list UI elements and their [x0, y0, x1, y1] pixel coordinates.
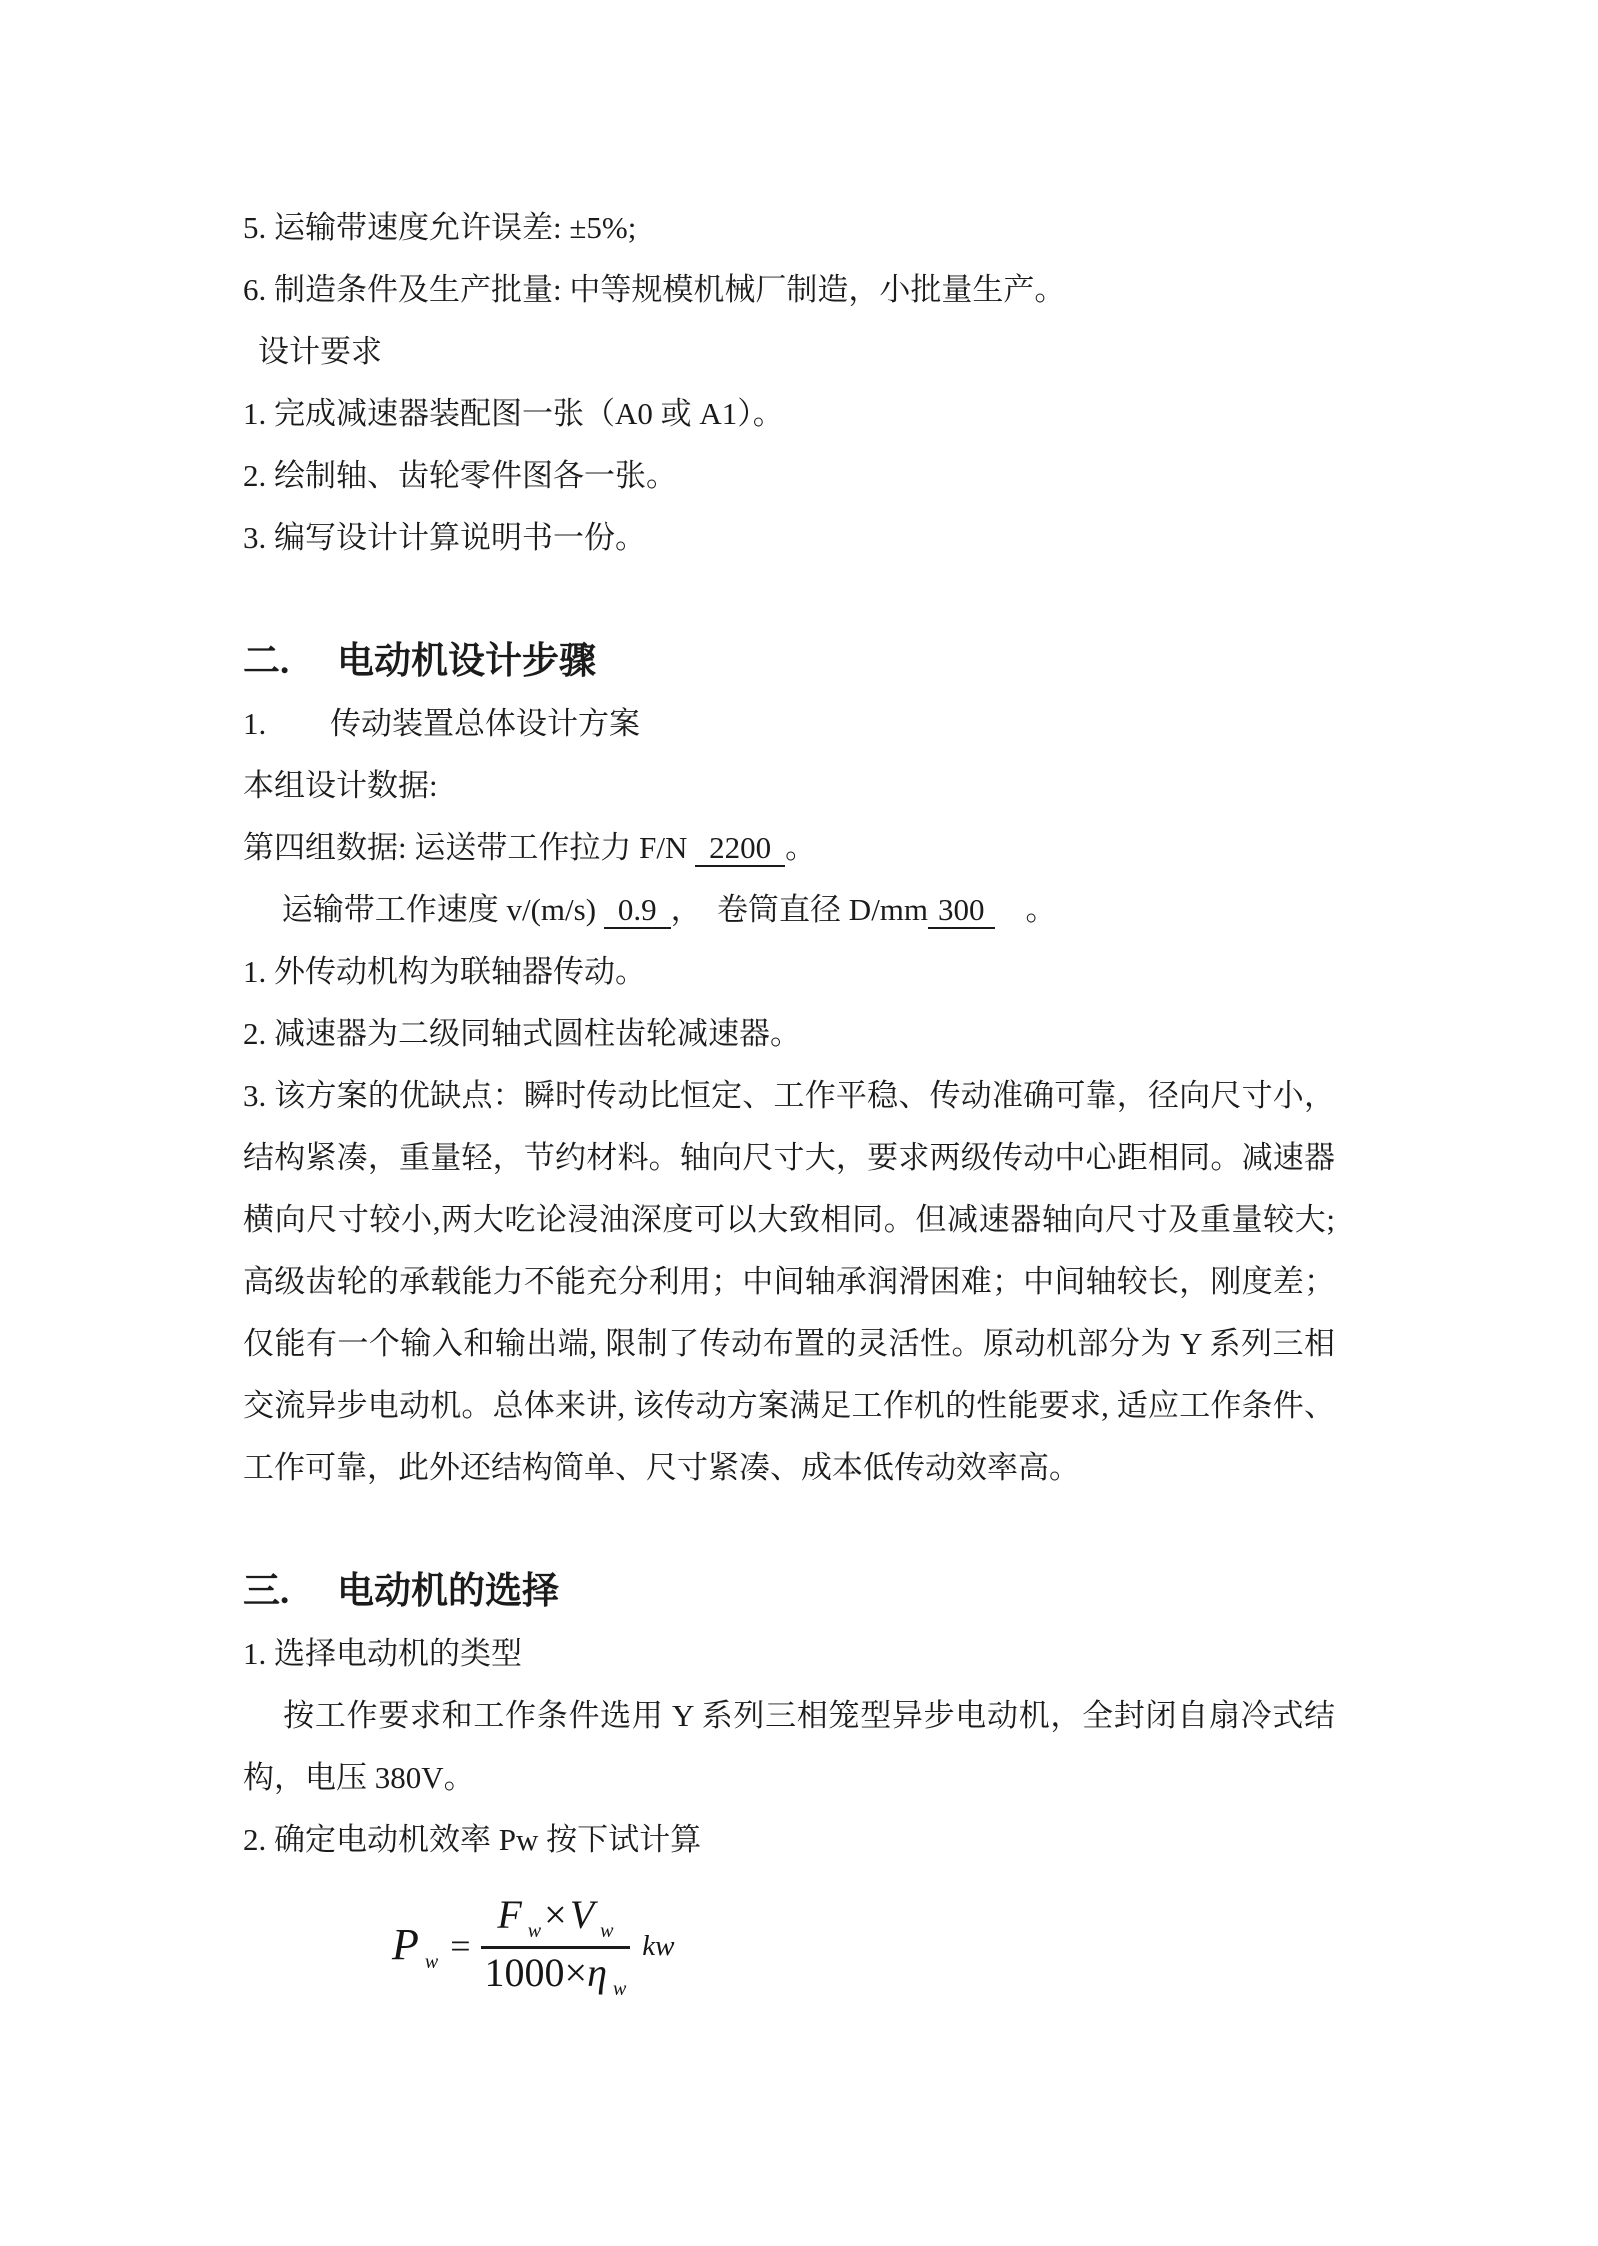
formula-denominator [481, 1946, 631, 2001]
blank-line [243, 1499, 1335, 1561]
drum-diameter-label: ， 卷筒直径 D/mm [670, 892, 929, 927]
line-req-part-drawings: 2. 绘制轴、齿轮零件图各一张。 [243, 458, 677, 493]
formula-p-symbol: P [392, 1919, 419, 1969]
section-heading-motor-design-steps [243, 631, 1335, 693]
blank-line [243, 569, 1335, 631]
belt-speed-value-blank: 0.9 [604, 892, 671, 929]
formula-f-subscript: w [527, 1920, 542, 1942]
formula-p-subscript: w [424, 1950, 439, 1973]
drum-diameter-value-blank: 300 [928, 892, 995, 929]
paragraph-pros-cons-7: 工作可靠，此外还结构简单、尺寸紧凑、成本低传动效率高。 [243, 1450, 1080, 1485]
item-number: 1. [243, 706, 267, 741]
tension-suffix: 。 [785, 830, 817, 865]
formula-v-symbol: V [569, 1892, 595, 1937]
paragraph-pros-cons-3: 横向尺寸较小,两大吃论浸油深度可以大致相同。但减速器轴向尺寸及重量较大; [243, 1202, 1335, 1237]
tension-value-blank: 2200 [695, 830, 785, 867]
formula-fraction [481, 1891, 631, 2001]
paragraph-pros-cons-5: 仅能有一个输入和输出端, 限制了传动布置的灵活性。原动机部分为 Y 系列三相 [243, 1326, 1335, 1361]
formula-f-symbol: F [497, 1892, 522, 1937]
paragraph-motor-selection-2: 构，电压 380V。 [243, 1760, 475, 1795]
formula-numerator [491, 1891, 619, 1946]
paragraph-pros-cons-1: 3. 该方案的优缺点：瞬时传动比恒定、工作平稳、传动准确可靠，径向尺寸小， [243, 1078, 1335, 1113]
section-title: 电动机的选择 [337, 1571, 559, 1612]
belt-speed-label: 运输带工作速度 v/(m/s) [243, 892, 604, 927]
line-manufacturing-conditions: 6. 制造条件及生产批量: 中等规模机械厂制造，小批量生产。 [243, 272, 1066, 307]
line-speed-and-diameter [243, 879, 1335, 941]
line-select-motor-type: 1. 选择电动机的类型 [243, 1636, 522, 1671]
tension-label: 第四组数据: 运送带工作拉力 F/N [243, 830, 696, 865]
section-number: 二. [243, 641, 290, 682]
formula-equals-sign: = [450, 1926, 471, 1966]
formula-eta-subscript: w [612, 1978, 627, 2000]
line-speed-tolerance: 5. 运输带速度允许误差: ±5%; [243, 210, 637, 245]
line-design-requirements-title: 设计要求 [258, 334, 382, 369]
line-req-calc-report: 3. 编写设计计算说明书一份。 [243, 520, 646, 555]
section-title: 电动机设计步骤 [337, 641, 596, 682]
line-group4-tension [243, 817, 1335, 879]
item-title: 传动装置总体设计方案 [330, 706, 640, 741]
power-formula [392, 1891, 675, 2001]
formula-denominator-coefficient: 1000× [484, 1950, 588, 1995]
line-determine-efficiency: 2. 确定电动机效率 Pw 按下试计算 [243, 1822, 702, 1857]
paragraph-pros-cons-2: 结构紧凑，重量轻，节约材料。轴向尺寸大，要求两级传动中心距相同。减速器 [243, 1140, 1335, 1175]
line-overall-scheme [243, 693, 1335, 755]
formula-unit: kw [642, 1929, 675, 1962]
line-req-assembly-drawing: 1. 完成减速器装配图一张（A0 或 A1）。 [243, 396, 784, 431]
paragraph-pros-cons-4: 高级齿轮的承载能力不能充分利用；中间轴承润滑困难；中间轴较长，刚度差； [243, 1264, 1335, 1299]
formula-eta-symbol: η [587, 1950, 607, 1995]
formula-v-subscript: w [600, 1920, 614, 1942]
line-group-design-data: 本组设计数据: [243, 768, 438, 803]
line-external-transmission: 1. 外传动机构为联轴器传动。 [243, 954, 646, 989]
formula-times-sign: × [544, 1892, 567, 1937]
paragraph-pros-cons-6: 交流异步电动机。总体来讲, 该传动方案满足工作机的性能要求, 适应工作条件、 [243, 1388, 1335, 1423]
section-heading-motor-selection [243, 1561, 1335, 1623]
paragraph-motor-selection-1: 按工作要求和工作条件选用 Y 系列三相笼型异步电动机，全封闭自扇冷式结 [243, 1698, 1335, 1733]
line-reducer-type: 2. 减速器为二级同轴式圆柱齿轮减速器。 [243, 1016, 801, 1051]
formula-lhs [392, 1919, 438, 1974]
diameter-suffix: 。 [994, 892, 1057, 927]
section-number: 三. [243, 1571, 290, 1612]
